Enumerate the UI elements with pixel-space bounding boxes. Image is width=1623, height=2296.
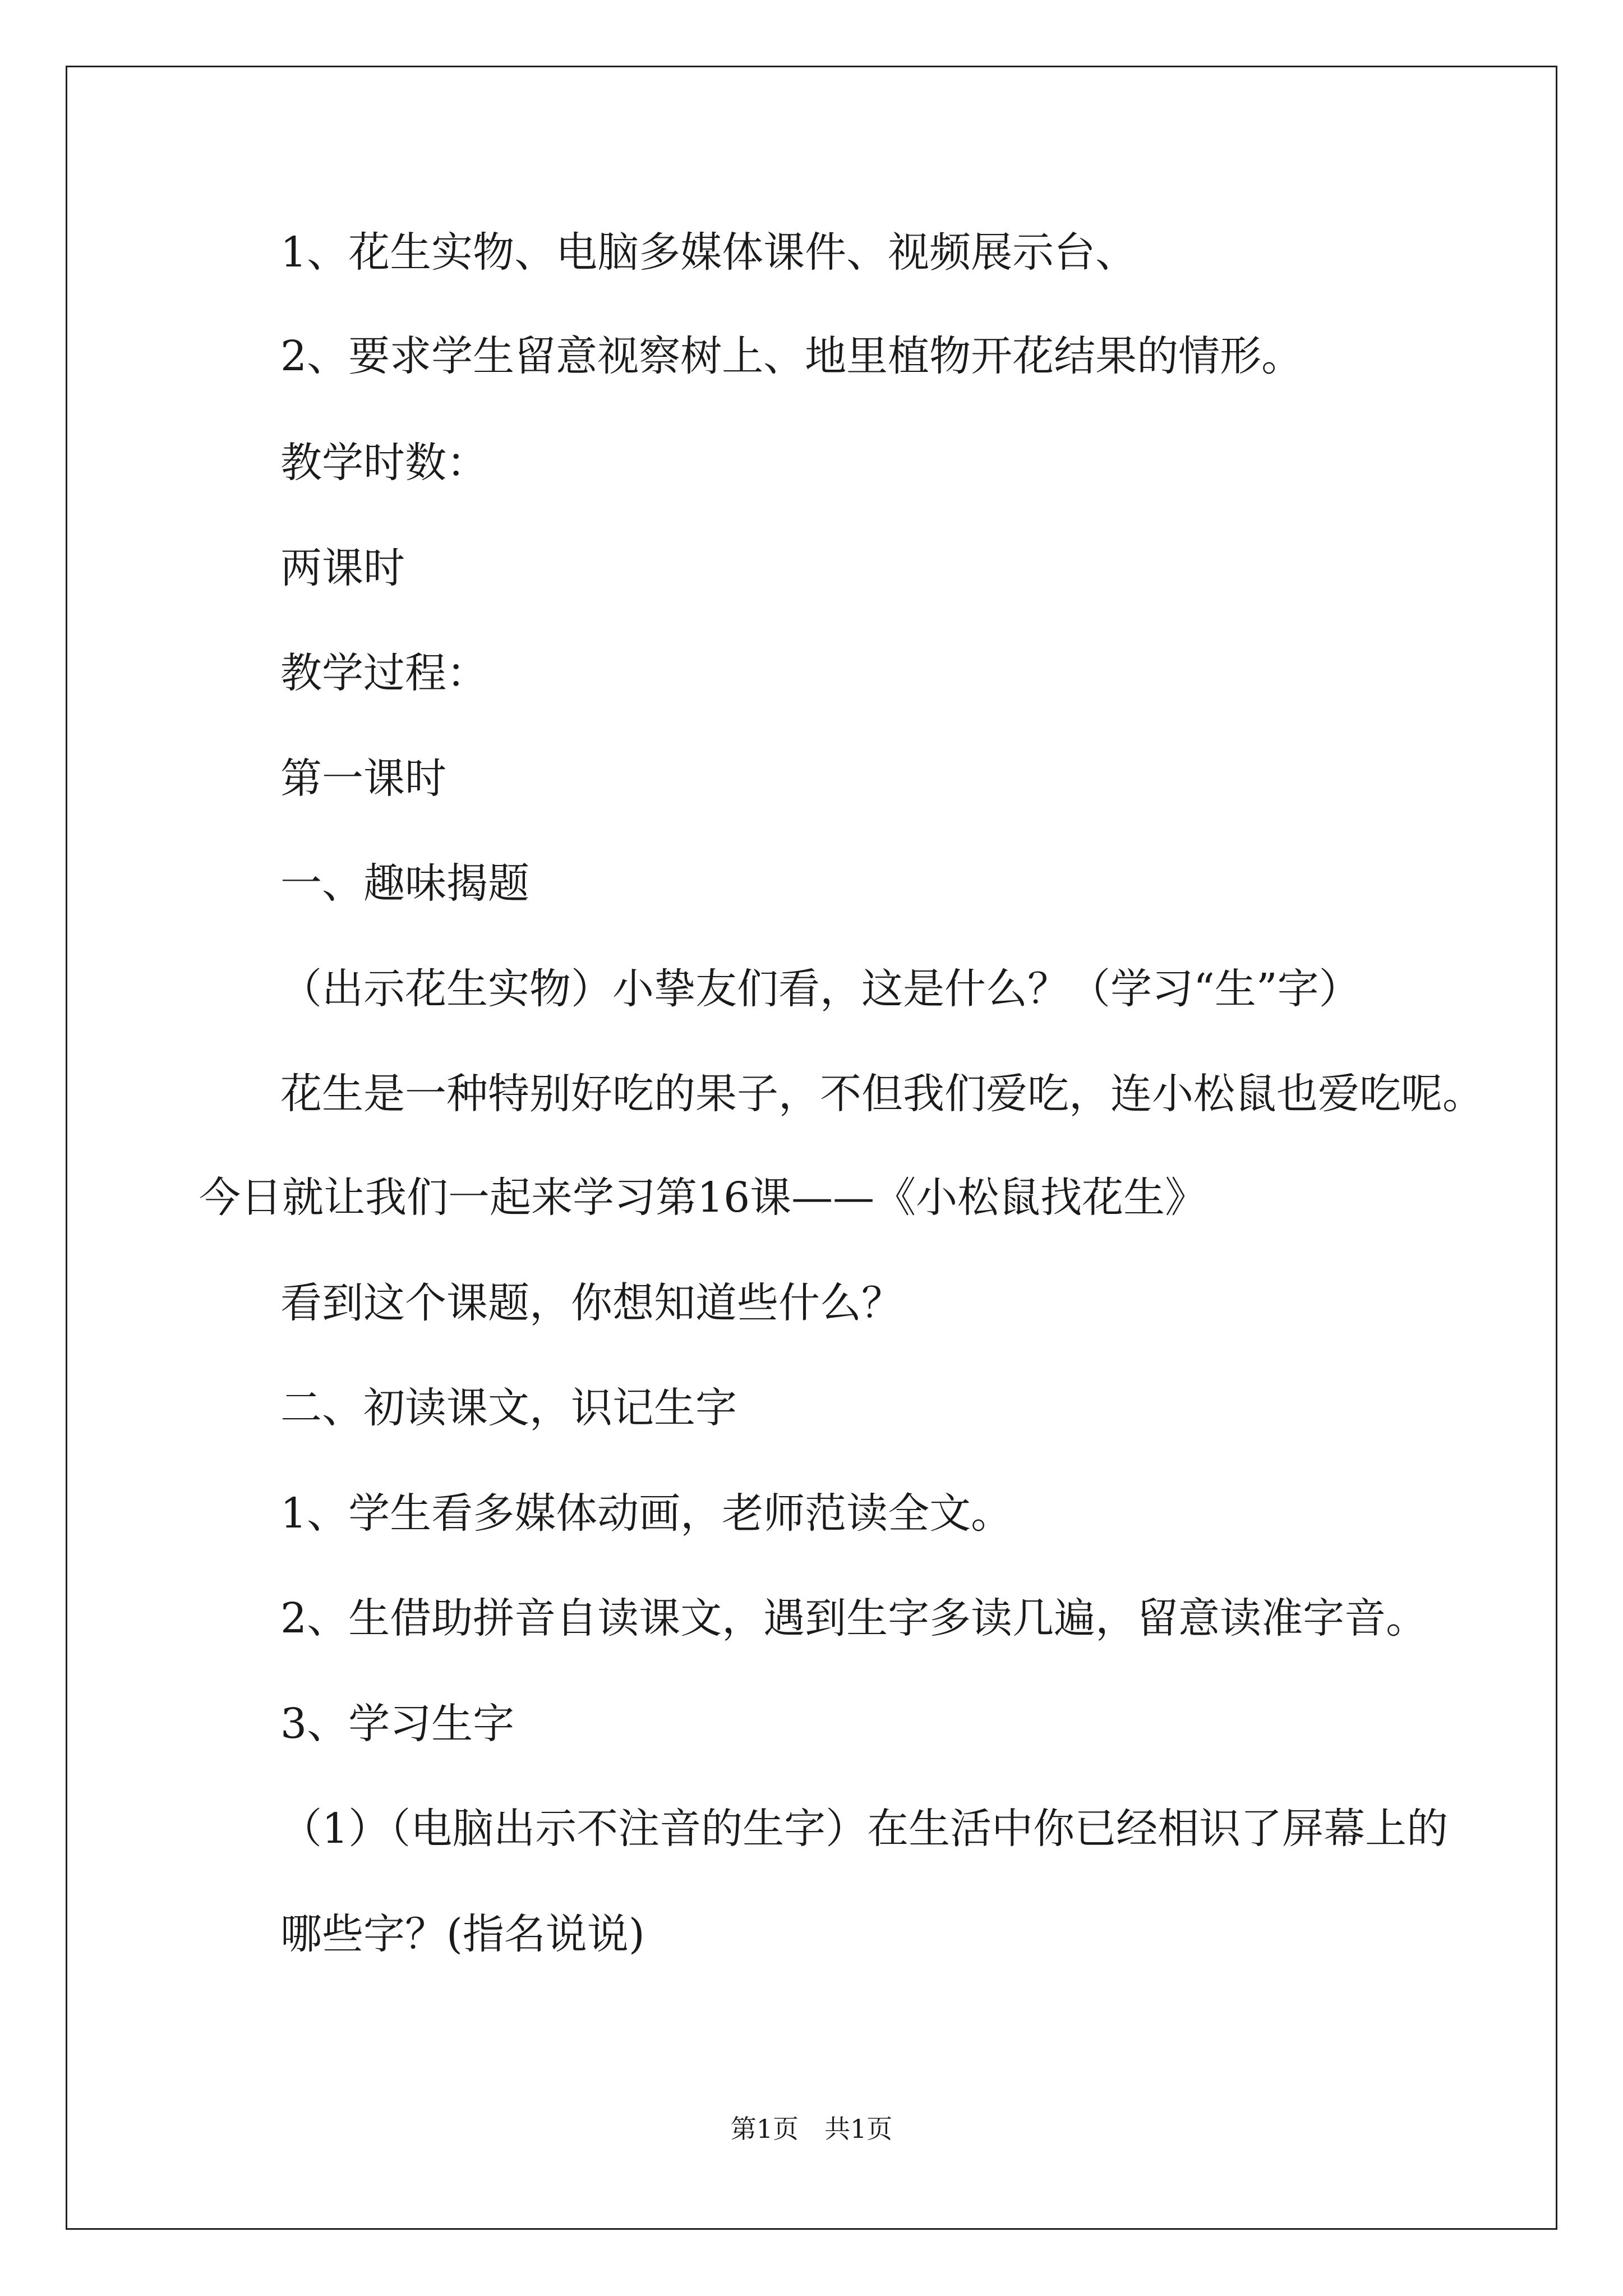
page-footer: 第1页 共1页 bbox=[730, 2114, 893, 2144]
text-line: 教学时数： bbox=[280, 439, 488, 487]
text-line: 哪些字？(指名说说) bbox=[280, 1910, 645, 1958]
text-line: （出示花生实物）小挚友们看，这是什么？（学习“生”字） bbox=[280, 965, 1361, 1013]
text-line: 3、学习生字 bbox=[280, 1700, 515, 1748]
text-line: 2、生借助拼音自读课文，遇到生字多读几遍，留意读准字音。 bbox=[280, 1594, 1428, 1642]
text-line: 1、花生实物、电脑多媒体课件、视频展示台、 bbox=[280, 228, 1137, 277]
text-line: 第一课时 bbox=[280, 754, 446, 803]
text-line: 看到这个课题，你想知道些什么？ bbox=[280, 1279, 903, 1327]
text-line: 一、趣味揭题 bbox=[280, 859, 529, 908]
text-line: 二、初读课文，识记生字 bbox=[280, 1384, 737, 1432]
text-line: 两课时 bbox=[280, 544, 405, 592]
page-border bbox=[66, 66, 1557, 2230]
text-line: （1）（电脑出示不注音的生字）在生活中你已经相识了屏幕上的 bbox=[280, 1805, 1449, 1853]
text-line: 1、学生看多媒体动画，老师范读全文。 bbox=[280, 1489, 1013, 1538]
text-line: 2、要求学生留意视察树上、地里植物开花结果的情形。 bbox=[280, 332, 1303, 380]
text-line: 教学过程： bbox=[280, 649, 488, 697]
text-line: 花生是一种特别好吃的果子，不但我们爱吃，连小松鼠也爱吃呢。 bbox=[280, 1070, 1484, 1118]
text-line: 今日就让我们一起来学习第16课——《小松鼠找花生》 bbox=[199, 1174, 1207, 1222]
